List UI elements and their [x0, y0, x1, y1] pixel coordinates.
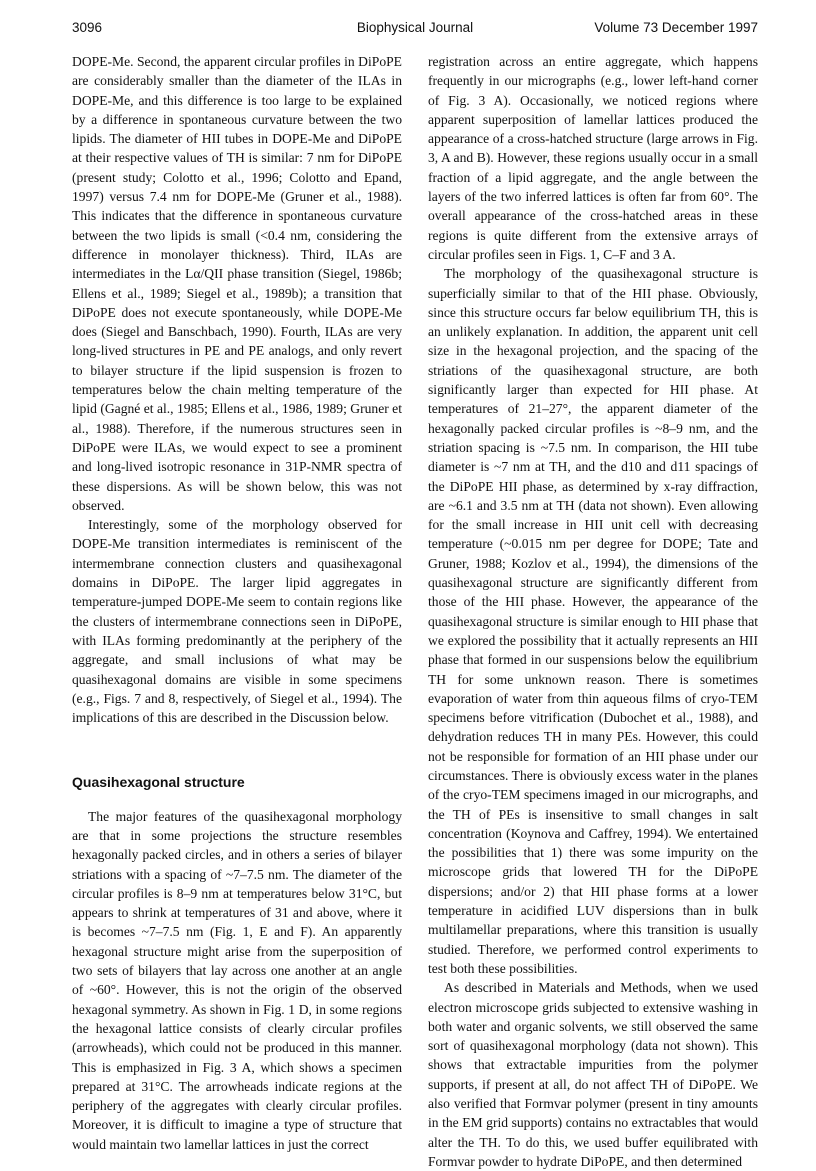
paragraph: registration across an entire aggregate, which happens frequently in our micrographs (e.g., lower left-hand corner of Fig. 3 A). Occasionally, we noticed regions where apparent superposition of lamellar lattices produced the appearance of a cross-hatched structure (large arrows in Fig. 3, A and B). However, these regions usually occur in a small fraction of a lipid aggregate, and the angle between the layers of the two inferred lattices is often far from 60°. The overall appearance of the cross-hatched areas in these regions is quite different from the extensive arrays of circular profiles seen in Figs. 1, C–F and 3 A.: [428, 54, 758, 262]
running-header: [72, 20, 758, 40]
right-column: [428, 52, 758, 1171]
section-heading: Quasihexagonal structure: [72, 774, 245, 791]
paragraph: The major features of the quasihexagonal morphology are that in some projections the structure resembles hexagonally packed circles, and in others a series of bilayer striations with a spacing of ~7–7.5 nm. The diameter of the circular profiles is 8–9 nm at temperatures below 31°C, but appears to shrink at temperatures of 31 and above, where it is becomes ~7–7.5 nm (Fig. 1, E and F). An apparently hexagonal structure might arise from the superposition of two sets of bilayers that lay across one another at an angle of ~60°. However, this is not the origin of the observed hexagonal symmetry. As shown in Fig. 1 D, in some regions the hexagonal lattice consists of clearly circular profiles (arrowheads), which could not be produced in this manner. This is emphasized in Fig. 3 A, which shows a specimen prepared at 31°C. The arrowheads indicate regions at the periphery of the aggregates with clearly circular profiles. Moreover, it is difficult to imagine a type of structure that would maintain two lamellar lattices in just the correct: [72, 808, 402, 1152]
paragraph: The morphology of the quasihexagonal structure is superficially similar to that of the HII phase. Obviously, since this structure occurs far below equilibrium TH, this is an unlikely explanation. In addition, the apparent unit cell size in the hexagonal projection, and the spacing of the striations of the quasihexagonal structure, are both significantly larger than expected for HII phase. At temperatures of 21–27°, the apparent diameter of the hexagonally packed circular profiles is ~8–9 nm, and the striation spacing is ~7.5 nm. In comparison, the HII tube diameter is ~7 nm at TH, and the d10 and d11 spacings of the DiPoPE HII phase, as determined by x-ray diffraction, are ~6.1 and 3.5 nm at TH (data not shown). Even allowing for the small increase in HII unit cell with decreasing temperature (~0.015 nm per degree for DOPE; Tate and Gruner, 1988; Kozlov et al., 1994), the dimensions of the quasihexagonal structure are significantly different from those of the HII phase. However, the appearance of the quasihexagonal structure is similar enough to HII phase that we explored the possibility that it actually represents an HII phase that formed in our suspensions below the equilibrium TH for some unknown reason. There is sometimes evaporation of water from thin aqueous films of cryo-TEM specimens before vitrification (Dubochet et al., 1988), and dehydration reduces TH in many PEs. However, this could not be responsible for formation of an HII phase under our circumstances. There is obviously excess water in the planes of the cryo-TEM specimens imaged in our micrographs, and the TH of PEs is insensitive to small changes in salt concentration (Koynova and Caffrey, 1994). We entertained the possibilities that 1) there was some impurity on the microscope grids that lowered TH for the DiPoPE dispersions; and/or 2) that HII phase forms at a lower temperature in acidified LUV dispersions than in bulk multilamellar preparations, where this transition is usually studied. Therefore, we performed control experiments to test both these possibilities.: [428, 266, 758, 976]
journal-name: Biophysical Journal: [356, 20, 474, 35]
volume-info: Volume 73 December 1997: [594, 20, 758, 35]
page-number: 3096: [72, 20, 103, 35]
left-column: [72, 52, 402, 1154]
paragraph: As described in Materials and Methods, when we used electron microscope grids subjected to extensive washing in both water and organic solvents, we still observed the same sort of quasihexagonal morphology (data not shown). This shows that extractable impurities from the polymer supports, if present at all, do not affect TH of DiPoPE. We also verified that Formvar polymer (present in tiny amounts in the EM grid supports) contains no extractables that would alter the TH. To do this, we used buffer equilibrated with Formvar powder to hydrate DiPoPE, and then determined: [428, 980, 758, 1169]
paragraph: DOPE-Me. Second, the apparent circular profiles in DiPoPE are considerably smaller than the diameter of the ILAs in DOPE-Me, and this difference is too large to be explained by a difference in spontaneous curvature between the two lipids. The diameter of HII tubes in DOPE-Me and DiPoPE at their respective values of TH is similar: 7 nm for DiPoPE (present study; Colotto et al., 1996; Colotto and Epand, 1997) versus 7.4 nm for DOPE-Me (Gruner et al., 1988). This indicates that the difference in spontaneous curvature between the two lipids is small (<0.4 nm, considering the difference in monolayer thickness). Third, ILAs are intermediates in the Lα/QII phase transition (Siegel, 1986b; Ellens et al., 1989; Siegel et al., 1989b); a transition that DiPoPE does not execute spontaneously, while DOPE-Me does (Siegel and Banschbach, 1990). Fourth, ILAs are very long-lived structures in PE and PE analogs, and only revert to bilayer structure if the lipid suspension is frozen to temperatures below the chain melting temperature of the lipid (Gagné et al., 1985; Ellens et al., 1986, 1989; Gruner et al., 1988). Therefore, if the numerous structures seen in DiPoPE were ILAs, we would expect to see a prominent and long-lived isotropic resonance in 31P-NMR spectra of these dispersions. As will be shown below, this was not observed.: [72, 54, 402, 513]
paragraph: Interestingly, some of the morphology observed for DOPE-Me transition intermediates is reminiscent of the intermembrane connection clusters and quasihexagonal domains in DiPoPE. The larger lipid aggregates in temperature-jumped DOPE-Me seem to contain regions like the clusters of intermembrane connections seen in DiPoPE, with ILAs forming predominantly at the periphery of the aggregate, and small inclusions of what may be quasihexagonal domains are visible in some specimens (e.g., Figs. 7 and 8, respectively, of Siegel et al., 1994). The implications of this are described in the Discussion below.: [72, 517, 402, 726]
